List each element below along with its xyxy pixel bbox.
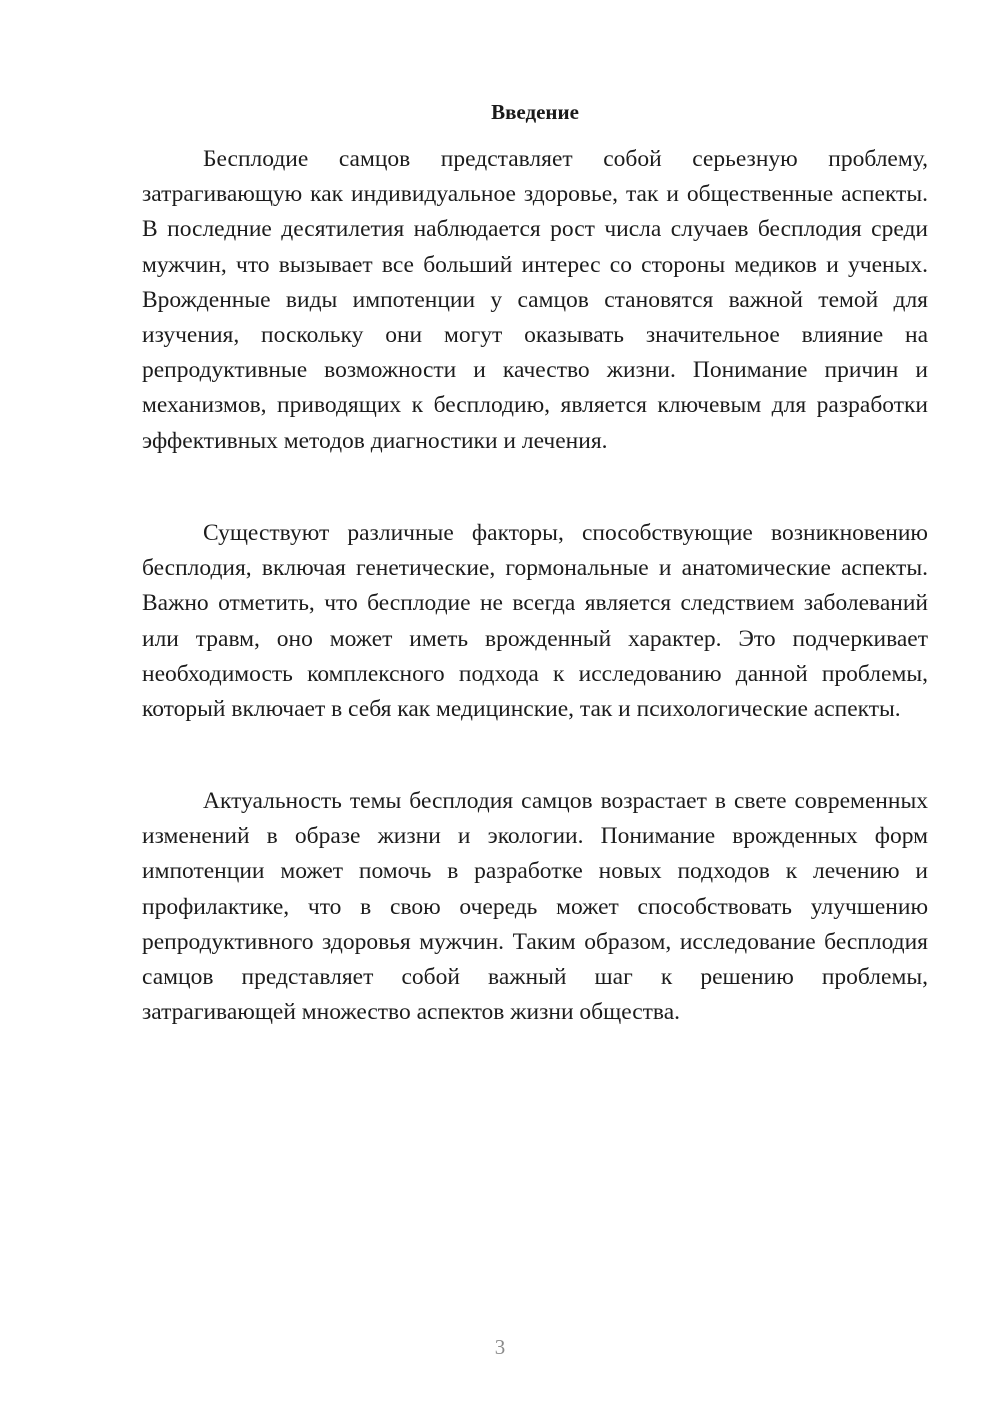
page-number: 3: [494, 1335, 506, 1359]
paragraph-3: Актуальность темы бесплодия самцов возрастает в свете современных изменений в образе жизни и экологии. Понимание врожденных форм импотенции может помочь в разработке новых подходов к лечению и профилактике, что в свою очередь может способствовать улучшению репродуктивного здоровья мужчин. Таким образом, исследование бесплодия самцов представляет собой важный шаг к решению проблемы, затрагивающей множество аспектов жизни общества.: [142, 788, 928, 1026]
paragraph-1: Бесплодие самцов представляет собой серьезную проблему, затрагивающую как индивидуальное здоровье, так и общественные аспекты. В последние десятилетия наблюдается рост числа случаев бесплодия среди мужчин, что вызывает все больший интерес со стороны медиков и ученых. Врожденные виды импотенции у самцов становятся важной темой для изучения, поскольку они могут оказывать значительное влияние на репродуктивные возможности и качество жизни. Понимание причин и механизмов, приводящих к бесплодию, является ключевым для разработки эффективных методов диагностики и лечения.: [142, 146, 928, 454]
section-heading: Введение: [491, 100, 579, 124]
paragraph-2: Существуют различные факторы, способствующие возникновению бесплодия, включая генетические, гормональные и анатомические аспекты. Важно отметить, что бесплодие не всегда является следствием заболеваний или травм, оно может иметь врожденный характер. Это подчеркивает необходимость комплексного подхода к исследованию данной проблемы, который включает в себя как медицинские, так и психологические аспекты.: [142, 520, 928, 723]
